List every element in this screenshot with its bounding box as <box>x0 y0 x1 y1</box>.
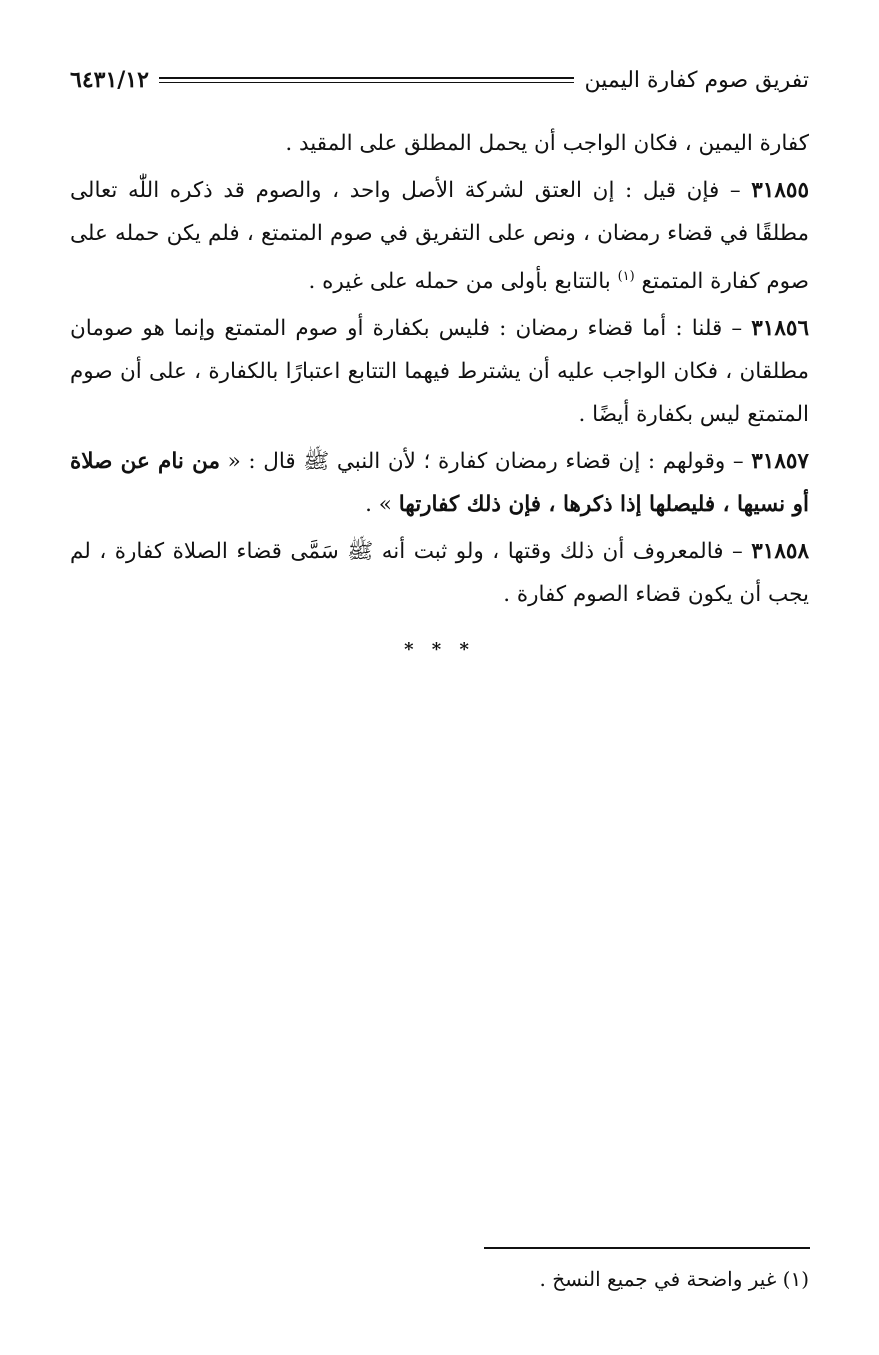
footnote-rule <box>484 1247 810 1249</box>
quote-close: » . <box>365 492 399 518</box>
paragraph-text-cont: بالتتابع بأولى من حمله على غيره . <box>308 269 618 295</box>
header-reference: ٦٤٣١/١٢ <box>70 67 149 93</box>
footnote: (١) غير واضحة في جميع النسخ . <box>539 1267 809 1291</box>
section-separator: * * * <box>404 639 475 661</box>
paragraph-text: – فإن قيل : إن العتق لشركة الأصل واحد ، والصوم قد ذكره اللّٰه تعالى مطلقًا في قضاء رمضان ، ونص على التفريق في صوم المتمتع ، فلم يكن حمله على صوم كفارة المتمتع <box>70 178 809 295</box>
paragraph-31856 <box>70 307 809 436</box>
paragraph-text: – وقولهم : إن قضاء رمضان كفارة ؛ لأن النبي ﷺ قال : « <box>220 449 752 475</box>
paragraph-31855 <box>70 169 809 303</box>
paragraph-text: – فالمعروف أن ذلك وقتها ، ولو ثبت أنه ﷺ سَمَّى قضاء الصلاة كفارة ، لم يجب أن يكون قضاء الصوم كفارة . <box>70 539 809 608</box>
paragraph-31857 <box>70 440 809 526</box>
paragraph-continued <box>70 122 809 165</box>
paragraph-number: ٣١٨٥٧ <box>751 449 809 475</box>
paragraph-text: كفارة اليمين ، فكان الواجب أن يحمل المطلق على المقيد . <box>285 131 809 156</box>
header-rule <box>159 77 575 83</box>
paragraph-number: ٣١٨٥٦ <box>751 316 809 342</box>
footnote-marker: (١) <box>617 269 635 284</box>
hadith-quote: من نام عن صلاة أو نسيها ، فليصلها إذا ذكرها ، فإن ذلك كفارتها <box>70 449 809 518</box>
header-title: تفريق صوم كفارة اليمين <box>584 67 809 93</box>
page-header <box>70 60 809 100</box>
paragraph-31858 <box>70 530 809 616</box>
paragraph-text: – قلنا : أما قضاء رمضان : فليس بكفارة أو صوم المتمتع وإنما هو صومان مطلقان ، فكان الواجب عليه أن يشترط فيهما التتابع اعتبارًا بالكفارة ، على أن صوم المتمتع ليس بكفارة أيضًا . <box>70 316 809 428</box>
page-body <box>70 122 809 671</box>
paragraph-number: ٣١٨٥٨ <box>751 539 809 565</box>
paragraph-number: ٣١٨٥٥ <box>751 178 809 203</box>
